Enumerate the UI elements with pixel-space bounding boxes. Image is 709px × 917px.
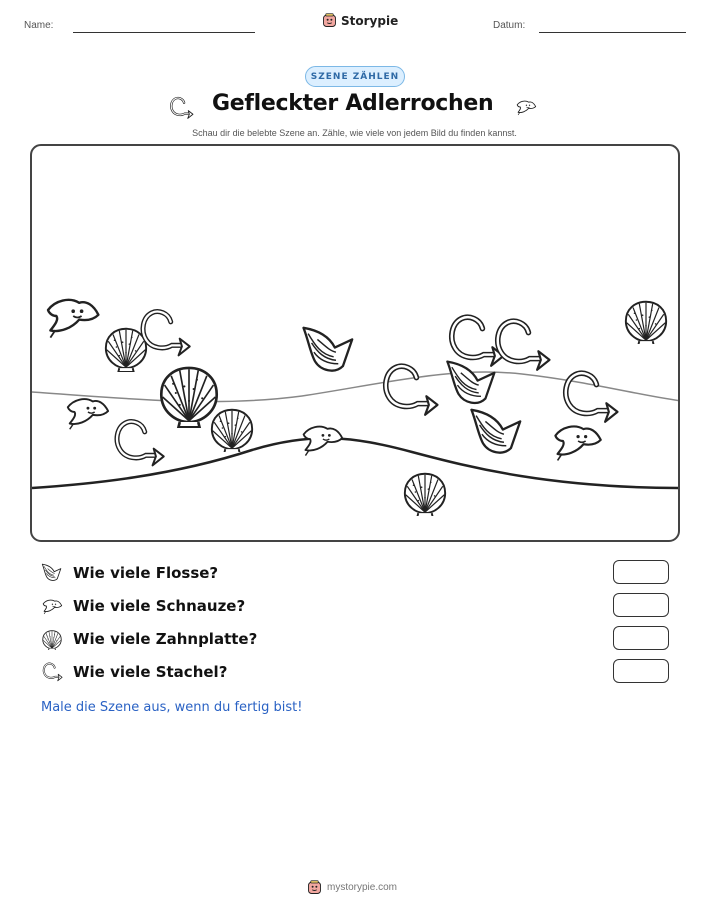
fin-item [471,410,520,453]
question-snout [40,593,680,619]
footer-url: mystorypie.com [327,882,398,893]
date-label: Datum: [493,20,526,31]
name-field[interactable] [73,32,255,33]
tooth-plate-item [405,474,445,517]
tooth-plate-item [106,329,146,372]
answer-box-snout[interactable] [613,593,669,617]
coloring-note: Male die Szene aus, wenn du fertig bist! [41,700,303,715]
snout-item [48,300,98,338]
tooth-plate-item [212,410,252,453]
question-text: Wie viele Schnauze? [73,597,246,615]
question-text: Wie viele Zahnplatte? [73,630,258,648]
brand [322,13,398,28]
activity-badge: SZENE ZÄHLEN [305,66,405,87]
snout-icon [40,595,64,617]
answer-box-tooth-plate[interactable] [613,626,669,650]
name-label: Name: [24,20,54,31]
brand-name: Storypie [341,13,399,28]
answer-box-stinger[interactable] [613,659,669,683]
snout-item [304,427,343,456]
answer-box-fin[interactable] [613,560,669,584]
stinger-item [143,312,190,356]
snout-icon [511,96,541,118]
title-row [0,91,709,125]
fin-icon [40,562,64,584]
fin-item [447,362,494,403]
tooth-plate-item [626,302,666,345]
question-tooth-plate [40,626,680,652]
counting-scene [30,144,680,542]
storypie-logo-icon [322,13,337,28]
scene-illustration [32,146,680,542]
tooth-plate-item [161,368,216,427]
fin-item [303,328,352,371]
stinger-item [566,373,618,422]
question-text: Wie viele Stachel? [73,663,228,681]
instructions: Schau dir die belebte Szene an. Zähle, wie viele von jedem Bild du finden kannst. [192,128,517,138]
snout-item [555,426,600,460]
tooth-plate-icon [40,628,64,650]
storypie-logo-icon [307,880,322,895]
stinger-icon [168,95,194,121]
stinger-item [117,422,164,466]
footer [307,880,397,895]
question-fin [40,560,680,586]
page-title: Gefleckter Adlerrochen [212,91,494,116]
date-field[interactable] [539,32,686,33]
stinger-item [386,366,438,415]
snout-item [68,399,108,429]
question-stinger [40,659,680,685]
question-text: Wie viele Flosse? [73,564,219,582]
stinger-item [498,321,550,370]
stinger-icon [40,661,64,683]
